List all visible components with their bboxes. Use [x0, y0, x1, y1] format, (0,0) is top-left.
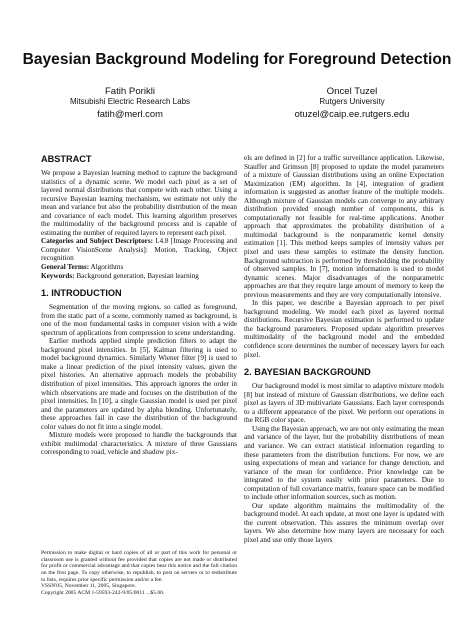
general-terms-label: General Terms:: [41, 263, 90, 272]
footnote-permission: Permission to make digital or hard copies of all or part of this work for personal or classroom use is granted without fee provided that copies are not made or distributed for profit or commercial advantage and that copies bear this notice and the full citation on the first page. To copy otherwise, to republish, to post on servers or to redistribute to lists, requires prior specific permission and/or a fee.: [41, 550, 237, 583]
author-email: fatih@merl.com: [97, 108, 163, 119]
keywords-text: Background generation, Bayesian learning: [76, 271, 199, 280]
categories-label: Categories and Subject Descriptors:: [41, 237, 154, 246]
right-column: [244, 154, 444, 545]
author-name: Oncel Tuzel: [326, 86, 378, 97]
author-affiliation: Mitsubishi Electric Research Labs: [69, 97, 191, 106]
body-paragraph: els are defined in [2] for a traffic surveillance application. Likewise, Stauffer and Grimson [8] proposed to update the model parameters of a mixture of Gaussian distributions using an online Expectation Maximization (EM) algorithm. In [4], integration of gradient information is suggested as another feature of the multiple models. Although mixture of Gaussian models can converge to any arbitrary distribution provided enough number of components, this is computationally not feasible for real-time applications. Another approach that approximates the probability distribution of a multimodal background is the nonparametric kernel density estimation [1]. This method keeps samples of intensity values per pixel and uses these samples to estimate the density function. Background subtraction is performed by thresholding the probability of observed samples. In [7], motion information is used to model dynamic scenes. Major disadvantages of the nonparametric approaches are that they require large amount of memory to keep the previous measurements and they are very computationally intensive.: [244, 154, 444, 299]
categories-line: [41, 237, 237, 263]
keywords-label: Keywords:: [41, 271, 75, 280]
general-terms-text: Algorithms: [90, 263, 124, 272]
left-column: [41, 154, 237, 457]
section2-paragraph: Our background model is most similar to adaptive mixture models [8] but instead of mixture of Gaussian distributions, we define each pixel as layers of 3D multivariate Gaussians. Each layer corresponds to a different appearance of the pixel. We perform our operations in the RGB color space.: [244, 382, 444, 425]
author-block-1: [52, 86, 208, 120]
author-block-2: [262, 86, 442, 120]
intro-paragraph: Segmentation of the moving regions, so called as foreground, from the static part of a scene, commonly named as background, is one of the most fundamental tasks in computer vision with a wide spectrum of applications from compression to scene understanding.: [41, 303, 237, 337]
abstract-text: We propose a Bayesian learning method to capture the background statistics of a dynamic scene. We model each pixel as a set of layered normal distributions that compete with each other. Using a recursive Bayesian learning mechanism, we estimate not only the mean and variance but also the probability distribution of the mean and covariance of each model. This learning algorithm preserves the multimodality of the background process and is capable of estimating the number of required layers to represent each pixel.: [41, 169, 237, 237]
author-name: Fatih Porikli: [104, 86, 156, 97]
categories-text: I.4.8 [Image Processing and Computer VisionScene Analysis]: Motion, Tracking, Object recognition: [41, 237, 237, 263]
keywords-line: [41, 272, 237, 281]
intro-paragraph: Earlier methods applied simple prediction filters to adapt the background pixel intensities. In [5], Kalman filtering is used to model background dynamics. Similarly Wiener filter [9] is used to make a linear prediction of the pixel intensity values, given the pixel histories. An alternative approach models the probability distribution of pixel intensities. This approach ignores the order in which observations are made and focuses on the distribution of the pixel intensities. In [10], a single Gaussian model is used per pixel and the parameters are updated by alpha blending. Unfortunately, these approaches fail in case the distribution of the background color values do not fit into a single model.: [41, 337, 237, 431]
abstract-heading: ABSTRACT: [41, 154, 92, 164]
section2-paragraph: Our update algorithm maintains the multimodality of the background model. At each update, at most one layer is updated with the current observation. This assures the minimum overlap over layers. We also determine how many layers are necessary for each pixel and use only those layers: [244, 501, 444, 544]
footnote-copyright: Copyright 2005 ACM 1-59593-242-9/05/0011 ...$5.00.: [41, 589, 165, 596]
footnote-venue: VSSN'05, November 11, 2005, Singapore.: [41, 583, 136, 590]
paper-title: Bayesian Background Modeling for Foreground Detection: [22, 51, 452, 68]
section2-paragraph: Using the Bayesian approach, we are not only estimating the mean and variance of the layer, but the probability distributions of mean and variance. We can extract statistical information regarding to these parameters from the distribution functions. For now, we are using expectations of mean and variance for change detection, and variance of the mean for confidence. Prior knowledge can be integrated to the system easily with prior parameters. Due to computation of full covariance matrix, feature space can be modified to include other information sources, such as motion.: [244, 424, 444, 502]
permission-footnote: [41, 550, 237, 597]
section2-heading: 2. BAYESIAN BACKGROUND: [244, 367, 371, 378]
author-affiliation: Rutgers University: [319, 97, 385, 106]
intro-heading: 1. INTRODUCTION: [41, 288, 122, 299]
body-paragraph: In this paper, we describe a Bayesian approach to per pixel background modeling. We model each pixel as layered normal distributions. Recursive Bayesian estimation is performed to update the background parameters. Proposed update algorithm preserves multimodality of the background model and the embedded confidence score determines the number of necessary layers for each pixel.: [244, 299, 444, 359]
author-email: otuzel@caip.ee.rutgers.edu: [294, 108, 410, 119]
general-terms-line: [41, 263, 237, 272]
intro-paragraph: Mixture models were proposed to handle the backgrounds that exhibit multimodal characteristics. A mixture of three Gaussians corresponding to road, vehicle and shadow pix-: [41, 431, 237, 457]
